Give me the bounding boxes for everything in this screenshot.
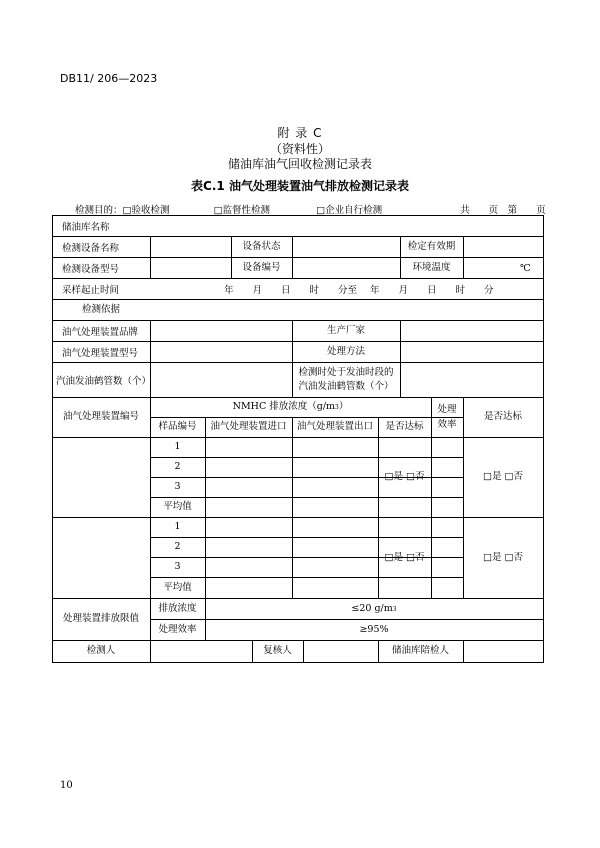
header-compliance: 是否达标 xyxy=(483,411,522,423)
input-depot-escort[interactable] xyxy=(464,641,543,662)
compliance-checkbox-1[interactable]: □是 □否 xyxy=(483,471,523,483)
label-depot-name: 储油库名称 xyxy=(62,222,110,233)
page-count: 共 页 第 页 xyxy=(460,205,546,216)
label-device-number: 设备编号 xyxy=(242,261,281,273)
label-device-name: 检测设备名称 xyxy=(62,243,120,254)
sample-number: 3 xyxy=(174,481,181,493)
label-manufacturer: 生产厂家 xyxy=(326,324,365,336)
input-device-model[interactable] xyxy=(151,258,231,278)
label-limit-concentration: 排放浓度 xyxy=(158,602,197,614)
efficiency-line-2: 效率 xyxy=(437,418,457,430)
conc-compliance-checkbox-2[interactable]: □是 □否 xyxy=(384,551,425,563)
appendix-name: 储油库油气回收检测记录表 xyxy=(227,157,372,171)
option-supervision[interactable]: □监督性检测 xyxy=(213,205,271,216)
sample-number: 2 xyxy=(174,461,181,473)
average-label: 平均值 xyxy=(163,581,192,593)
input-unit-number-2[interactable] xyxy=(53,518,150,598)
input-crane-count[interactable] xyxy=(151,363,292,397)
limit-efficiency-value: ≥95% xyxy=(359,623,389,635)
header-nmhc-concentration xyxy=(150,398,431,417)
input-unit-model[interactable] xyxy=(151,342,292,362)
label-device-status: 设备状态 xyxy=(242,240,281,252)
header-inlet: 油气处理装置进口 xyxy=(210,421,287,433)
nmhc-close: ） xyxy=(338,401,349,413)
purpose-label: 检测目的： xyxy=(75,205,123,216)
input-manufacturer[interactable] xyxy=(401,321,543,341)
sample-number: 1 xyxy=(174,521,181,533)
header-conc-compliance: 是否达标 xyxy=(385,421,424,433)
label-device-model: 检测设备型号 xyxy=(62,264,120,275)
active-crane-line-2: 汽油发油鹤管数（个） xyxy=(298,381,394,392)
input-device-name[interactable] xyxy=(151,237,231,257)
input-active-crane-count[interactable] xyxy=(401,363,543,397)
input-device-status[interactable] xyxy=(293,237,400,257)
nmhc-superscript: 3 xyxy=(335,404,339,411)
page-number: 10 xyxy=(60,780,73,791)
label-unit-number: 油气处理装置编号 xyxy=(62,411,139,423)
option-acceptance[interactable]: □验收检测 xyxy=(122,205,170,216)
sample-number: 1 xyxy=(174,441,181,453)
input-inspector[interactable] xyxy=(151,641,252,662)
limit-conc-text: ≤20 g/m xyxy=(351,602,393,614)
active-crane-line-1: 检测时处于发油时段的 xyxy=(298,366,394,378)
header-treatment-efficiency xyxy=(431,398,463,437)
label-ambient-temperature: 环境温度 xyxy=(412,261,451,273)
table-caption: 表C.1 油气处理装置油气排放检测记录表 xyxy=(191,179,409,193)
label-emission-limits: 处理装置排放限值 xyxy=(62,613,139,625)
sampling-time-end[interactable]: 年 月 日 时 分 xyxy=(370,285,494,296)
label-active-crane-count xyxy=(292,363,400,397)
input-test-basis[interactable] xyxy=(150,300,543,320)
input-treatment-method[interactable] xyxy=(401,342,543,362)
input-device-number[interactable] xyxy=(293,258,400,278)
input-depot-name[interactable] xyxy=(150,216,543,236)
sample-number: 2 xyxy=(174,541,181,553)
input-calibration-validity[interactable] xyxy=(464,237,543,257)
label-test-basis: 检测依据 xyxy=(81,303,120,315)
input-unit-number-1[interactable] xyxy=(53,438,150,517)
option-self-check[interactable]: □企业自行检测 xyxy=(316,205,383,216)
label-reviewer: 复核人 xyxy=(263,645,292,657)
label-inspector: 检测人 xyxy=(86,645,116,657)
document-code: DB11/ 206—2023 xyxy=(60,72,158,85)
temperature-unit: ℃ xyxy=(520,262,531,274)
limit-concentration-value xyxy=(205,599,543,619)
label-unit-model: 油气处理装置型号 xyxy=(62,348,139,359)
compliance-checkbox-2[interactable]: □是 □否 xyxy=(483,551,523,563)
label-limit-efficiency: 处理效率 xyxy=(158,623,197,635)
efficiency-line-1: 处理 xyxy=(437,404,457,416)
input-unit-brand[interactable] xyxy=(151,321,292,341)
label-crane-count: 汽油发油鹤管数（个） xyxy=(56,376,152,387)
label-unit-brand: 油气处理装置品牌 xyxy=(62,327,139,338)
conc-compliance-checkbox-1[interactable]: □是 □否 xyxy=(384,471,425,483)
input-reviewer[interactable] xyxy=(304,641,378,662)
appendix-title: 附 录 C xyxy=(277,126,323,140)
label-treatment-method: 处理方法 xyxy=(326,345,365,357)
label-sampling-time: 采样起止时间 xyxy=(62,285,120,296)
header-sample-number: 样品编号 xyxy=(158,421,197,433)
header-outlet: 油气处理装置出口 xyxy=(296,421,373,433)
average-label: 平均值 xyxy=(163,501,192,513)
label-depot-escort: 储油库陪检人 xyxy=(391,645,449,657)
nmhc-label: NMHC 排放浓度（g/m xyxy=(232,401,336,413)
limit-conc-superscript: 3 xyxy=(392,605,397,613)
sampling-time-start[interactable]: 年 月 日 时 分至 xyxy=(224,285,358,296)
label-calibration-validity: 检定有效期 xyxy=(407,240,456,252)
sample-number: 3 xyxy=(174,561,181,573)
appendix-nature: （资料性） xyxy=(269,142,330,156)
